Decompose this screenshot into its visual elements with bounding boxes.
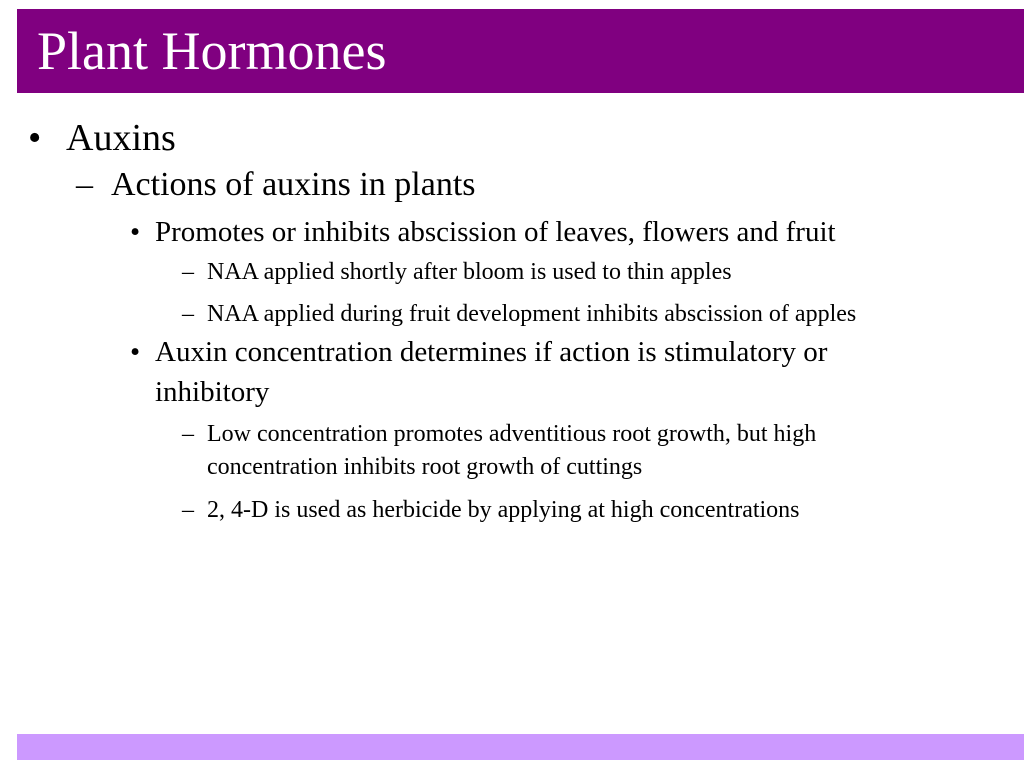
sub-24d-herbicide: 2, 4-D is used as herbicide by applying at high concentrations — [207, 497, 800, 523]
dash-icon: – — [182, 301, 194, 327]
bottom-bar — [17, 734, 1024, 760]
dash-icon: – — [76, 166, 93, 203]
subheading-actions: Actions of auxins in plants — [111, 166, 476, 203]
sub-low-concentration-line1: Low concentration promotes adventitious root growth, but high — [207, 421, 817, 447]
bullet-abscission: Promotes or inhibits abscission of leaves, flowers and fruit — [155, 216, 836, 248]
title-bar — [17, 9, 1024, 93]
bullet-icon: • — [28, 117, 42, 159]
dash-icon: – — [182, 259, 194, 285]
sub-naa-thin: NAA applied shortly after bloom is used to thin apples — [207, 259, 732, 285]
bullet-icon: • — [130, 336, 141, 368]
slide-title: Plant Hormones — [37, 21, 387, 81]
bullet-icon: • — [130, 216, 141, 248]
bullet-concentration-line1: Auxin concentration determines if action is stimulatory or — [155, 336, 828, 368]
dash-icon: – — [182, 421, 194, 447]
bullet-auxins: Auxins — [66, 117, 176, 159]
dash-icon: – — [182, 497, 194, 523]
sub-naa-inhibit: NAA applied during fruit development inhibits abscission of apples — [207, 301, 857, 327]
sub-low-concentration-line2: concentration inhibits root growth of cuttings — [207, 454, 643, 480]
bullet-concentration-line2: inhibitory — [155, 376, 270, 408]
